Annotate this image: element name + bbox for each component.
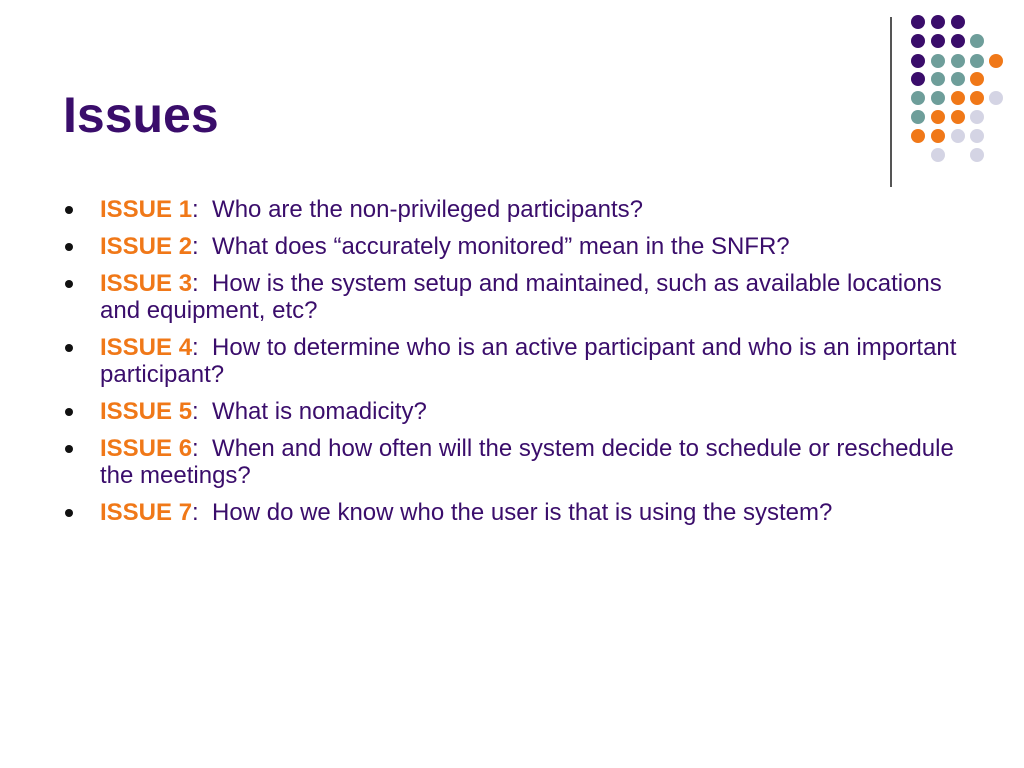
decorative-dot xyxy=(951,129,965,143)
issue-label: ISSUE 4 xyxy=(100,334,193,361)
issue-text: How do we know who the user is that is using the system? xyxy=(198,499,833,526)
issue-label: ISSUE 3 xyxy=(100,270,193,297)
decorative-dot xyxy=(911,110,925,124)
decorative-dot xyxy=(970,91,984,105)
bullet-item xyxy=(63,196,973,223)
bullet-item xyxy=(63,270,973,324)
issue-text: When and how often will the system decide to schedule or reschedule the meetings? xyxy=(100,435,961,489)
decorative-dot xyxy=(911,91,925,105)
decorative-dot xyxy=(911,54,925,68)
bullet-item xyxy=(63,435,973,489)
issue-colon: : xyxy=(192,435,199,462)
decorative-dot xyxy=(951,15,965,29)
decorative-dot xyxy=(970,110,984,124)
decorative-dot xyxy=(989,54,1003,68)
decorative-dot xyxy=(951,34,965,48)
slide-title: Issues xyxy=(63,87,219,143)
issue-colon: : xyxy=(192,398,199,425)
decorative-dot xyxy=(931,15,945,29)
decorative-dot xyxy=(931,72,945,86)
decorative-dot xyxy=(931,91,945,105)
bullet-icon xyxy=(65,344,73,352)
issue-colon: : xyxy=(192,270,199,297)
bullet-icon xyxy=(65,509,73,517)
issue-text: What does “accurately monitored” mean in the SNFR? xyxy=(198,233,790,260)
decorative-dot xyxy=(931,34,945,48)
decorative-dot xyxy=(951,91,965,105)
issue-colon: : xyxy=(192,499,199,526)
decorative-dot xyxy=(970,72,984,86)
decorative-dot xyxy=(931,129,945,143)
issue-colon: : xyxy=(192,334,199,361)
bullet-icon xyxy=(65,445,73,453)
issue-colon: : xyxy=(192,233,199,260)
issue-label: ISSUE 2 xyxy=(100,233,193,260)
issue-text: What is nomadicity? xyxy=(198,398,427,425)
bullet-item xyxy=(63,499,973,526)
issue-text: How is the system setup and maintained, such as available locations and equipment, etc? xyxy=(100,270,949,324)
bullet-item xyxy=(63,334,973,388)
decorative-dot xyxy=(970,34,984,48)
bullet-item xyxy=(63,398,973,425)
decorative-dot xyxy=(951,54,965,68)
issue-text: How to determine who is an active participant and who is an important participant? xyxy=(100,334,964,388)
decorative-dot xyxy=(931,148,945,162)
decorative-dot xyxy=(911,34,925,48)
bullet-icon xyxy=(65,408,73,416)
issues-list xyxy=(63,196,973,536)
decorative-dot xyxy=(970,54,984,68)
bullet-item xyxy=(63,233,973,260)
decorative-dot xyxy=(911,72,925,86)
issue-label: ISSUE 6 xyxy=(100,435,193,462)
decorative-dot xyxy=(911,15,925,29)
issue-label: ISSUE 5 xyxy=(100,398,193,425)
bullet-icon xyxy=(65,243,73,251)
decorative-dot xyxy=(951,110,965,124)
bullet-icon xyxy=(65,206,73,214)
issue-colon: : xyxy=(192,196,199,223)
issue-label: ISSUE 1 xyxy=(100,196,193,223)
decorative-dot xyxy=(970,148,984,162)
decorative-dot xyxy=(989,91,1003,105)
decorative-vertical-line xyxy=(890,17,892,187)
decorative-dot xyxy=(931,54,945,68)
issue-label: ISSUE 7 xyxy=(100,499,193,526)
decorative-dot xyxy=(911,129,925,143)
issue-text: Who are the non-privileged participants? xyxy=(198,196,643,223)
decorative-dot xyxy=(970,129,984,143)
decorative-dot xyxy=(951,72,965,86)
decorative-dot-grid xyxy=(0,0,1024,170)
bullet-icon xyxy=(65,280,73,288)
decorative-dot xyxy=(931,110,945,124)
